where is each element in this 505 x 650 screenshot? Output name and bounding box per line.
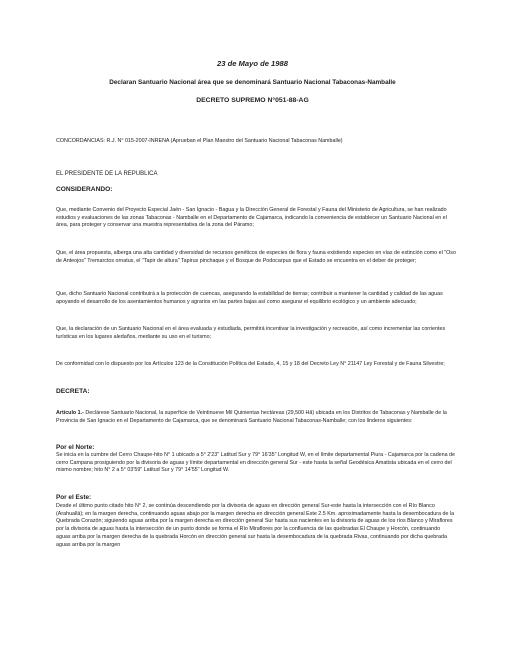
article-1-label: Artículo 1.- (56, 410, 84, 416)
considerando-heading: CONSIDERANDO: (56, 186, 113, 193)
considerando-paragraph-2: Que, el área propuesta, alberga una alta cantidad y diversidad de recursos genéticos de especies de flora y fauna existiendo especies en vías de extinción como el "Oso de Anteojos" Tremarctos ornatus, el "Tapir de altura" Tapirus pinchaque y el Bosque de Podocarpus que el Estado se encuentra en el deber de proteger; (56, 250, 456, 264)
article-1-text: Declárese Santuario Nacional, la superficie de Veintinueve Mil Quinientas hectáreas (29,500 Hã) ubicada en los Distritos de Tabaconas y Namballe de la Provincia de San Ignacio en el Departamento de Cajamarca, que se denominará Santuario Nacional Tabaconas-Namballe; con los linderos siguientes: (56, 410, 447, 424)
considerando-paragraph-4: Que, la declaración de un Santuario Nacional en el área evaluada y estudiada, permitirá incentivar la investigación y recreación, así como incrementar las corrientes turísticas en los lugares aledaños, mediante su uso en el turismo; (56, 326, 446, 340)
conformidad-paragraph: De conformidad con lo dispuesto por los Artículos 123 de la Constitución Política del Estado, 4, 15 y 18 del Decreto Ley N° 21147 Ley Forestal y de Fauna Silvestre; (56, 361, 445, 367)
norte-heading: Por el Norte: (56, 444, 95, 451)
decree-number: DECRETO SUPREMO N°051-88-AG (196, 97, 309, 104)
este-boundary-text: Desde el último punto citado hito N° 2, se continúa descendiendo por la divisoria de aguas en dirección general Sur-este hasta la intersección con el Río Blanco (Arahuallá); en la margen derecha, continuando aguas abajo por la margen derecha en dirección general Este 2.5 Km. aproximadamente hasta la desembocadura de la Quebrada Corazón; siguiendo aguas arriba por la margen derecha en dirección general Sur hasta sus nacientes en la divisoria de aguas de los ríos Blanco y Miraflores por la divisoria de aguas hasta la intersección de un punto donde se forma el Río Miraflores por la confluencia de las quebradas El Chaupe y Horcón, continuando aguas arriba por la margen derecha de la quebrada Horcón en dirección general sur hasta la desembocadura de la quebrada Rivas, continuando por dicha quebrada aguas arriba por la margen (56, 503, 455, 548)
president-line: EL PRESIDENTE DE LA REPUBLICA (56, 171, 158, 177)
considerando-paragraph-1: Que, mediante Convenio del Proyecto Especial Jaén - San Ignacio - Bagua y la Dirección General de Forestal y Fauna del Ministerio de Agricultura, se han realizado estudios y evaluaciones de las zonas Tabaconas - Namballe en el Departamento de Cajamarca, indicando la conveniencia de establecer un Santuario Nacional en el área, para proteger y conservar una muestra representativa de la zona del Páramo; (56, 207, 447, 229)
decreta-heading: DECRETA: (56, 388, 90, 395)
concordancias-note: CONCORDANCIAS: R.J. N° 015-2007-INRENA (Aprueban el Plan Maestro del Santuario Nacional Tabaconas Namballe) (56, 138, 343, 144)
article-1 (56, 410, 456, 425)
publication-date: 23 de Mayo de 1988 (217, 59, 288, 68)
este-heading: Por el Este: (56, 494, 92, 501)
considerando-paragraph-3: Que, dicho Santuario Nacional contribuirá a la protección de cuencas, asegurando la estabilidad de tierras; contribuir a mantener la cantidad y calidad de las aguas apoyando el desarrollo de los asentamientos humanos y agrarios en las partes bajas así como asegurar el equilibrio ecológico y un ambiente adecuado; (56, 291, 443, 305)
norte-boundary-text: Se inicia en la cumbre del Cerro Chaupe-hito N° 1 ubicado a 5° 2'23" Latitud Sur y 79° 16'35" Longitud W, en el límite departamental Piura - Cajamarca por la cadena de cerro Campana prosiguiendo por la divisoria de aguas y límite departamental en dirección general Sur - este hasta la señal Geodésica Amatista ubicada en el cerro del mismo nombre; hito N° 2 a 5° 03'59" Latitud Sur y 79° 14'55" Longitud W. (56, 452, 456, 474)
decree-subject-title: Declaran Santuario Nacional área que se denominará Santuario Nacional Tabaconas-Namballe (109, 79, 396, 86)
